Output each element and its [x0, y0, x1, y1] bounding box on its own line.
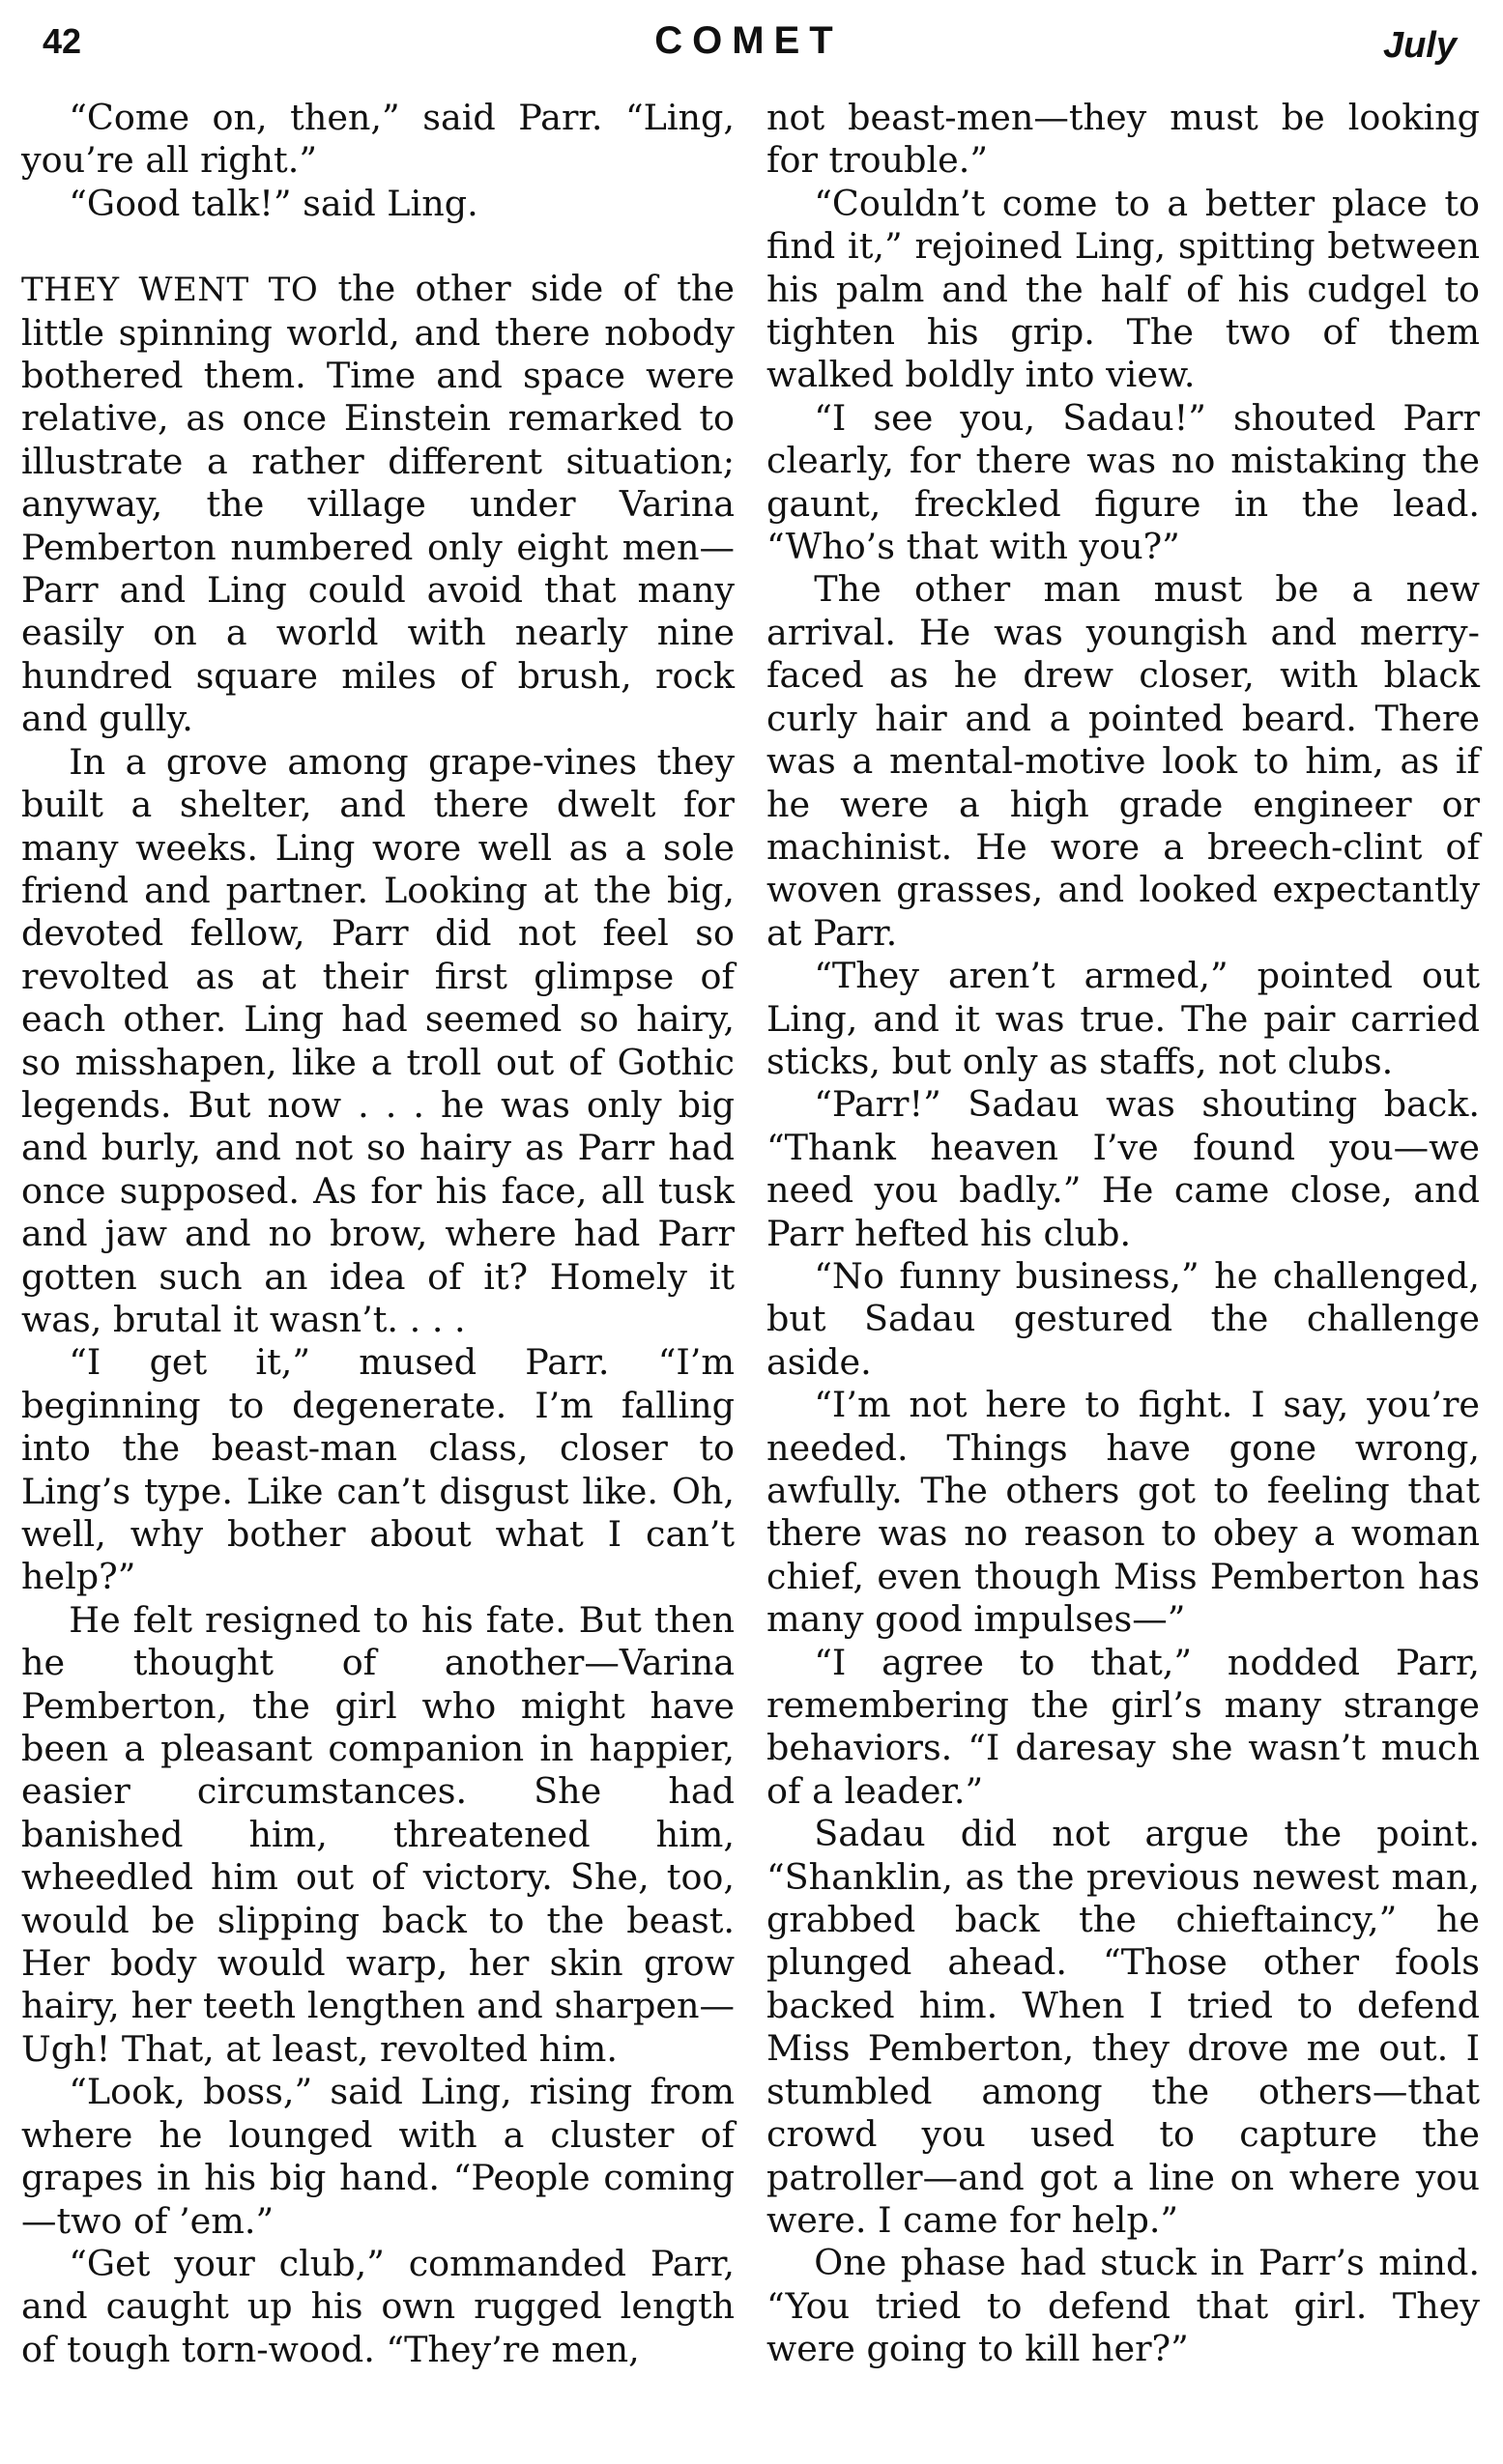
page-header [21, 10, 1476, 77]
paragraph: “They aren’t armed,” pointed out Ling, and it was true. The pair carried sticks, but only as staffs, not clubs. [766, 955, 1480, 1082]
paragraph-continued: not beast-men—they must be looking for trouble.” [766, 97, 1480, 182]
paragraph: Sadau did not argue the point. “Shanklin, as the previous newest man, grabbed back the chieftaincy,” he plunged ahead. “Those other fools backed him. When I tried to defend Miss Pemberton, they drove me out. I stumbled among the others—that crowd you used to capture the patroller—and got a line on where you were. I came for help.” [766, 1813, 1480, 2241]
paragraph: “Couldn’t come to a better place to find it,” rejoined Ling, spitting between his palm and the half of his cudgel to tighten his grip. The two of them walked boldly into view. [766, 182, 1480, 396]
paragraph: “Parr!” Sadau was shouting back. “Thank heaven I’ve found you—we need you badly.” He came close, and Parr hefted his club. [766, 1083, 1480, 1254]
section-paragraph [21, 268, 735, 740]
section-lead-in: THEY WENT TO [21, 271, 319, 310]
paragraph: The other man must be a new arrival. He was youngish and merry-faced as he drew closer, with black curly hair and a pointed beard. There was a mental-motive look to him, as if he were a high grade engineer or machinist. He wore a breech-clint of woven grasses, and looked expectantly at Parr. [766, 568, 1480, 954]
paragraph: “I see you, Sadau!” shouted Parr clearly, for there was no mistaking the gaunt, freckled figure in the lead. “Who’s that with you?” [766, 396, 1480, 568]
page-number: 42 [43, 21, 82, 61]
paragraph: “No funny business,” he challenged, but Sadau gestured the challenge aside. [766, 1254, 1480, 1383]
paragraph: In a grove among grape-vines they built a shelter, and there dwelt for many weeks. Ling wore well as a sole friend and partner. Looking at the big, devoted fellow, Parr did not feel so revolted as at their first glimpse of each other. Ling had seemed so hairy, so misshapen, like a troll out of Gothic legends. But now . . . he was only big and burly, and not so hairy as Parr had once supposed. As for his face, all tusk and jaw and no brow, where had Parr gotten such an idea of it? Homely it was, brutal it wasn’t. . . . [21, 740, 735, 1340]
right-column [766, 97, 1480, 2371]
magazine-title: COMET [654, 19, 843, 62]
paragraph-text: the other side of the little spinning world, and there nobody bothered them. Time and space were relative, as once Einstein remarked to illustrate a rather different situation; anyway, the village under Varina Pemberton numbered only eight men—Parr and Ling could avoid that many easily on a world with nearly nine hundred square miles of brush, rock and gully. [21, 268, 735, 740]
paragraph: He felt resigned to his fate. But then he thought of another—Varina Pemberton, the girl who might have been a pleasant companion in happier, easier circumstances. She had banished him, threatened him, wheedled him out of victory. She, too, would be slipping back to the beast. Her body would warp, her skin grow hairy, her teeth lengthen and sharpen—Ugh! That, at least, revolted him. [21, 1598, 735, 2070]
paragraph: “I get it,” mused Parr. “I’m beginning to degenerate. I’m falling into the beast-man class, closer to Ling’s type. Like can’t disgust like. Oh, well, why bother about what I can’t help?” [21, 1341, 735, 1598]
paragraph: “Get your club,” commanded Parr, and caught up his own rugged length of tough torn-wood. “They’re men, [21, 2242, 735, 2370]
paragraph: “I’m not here to fight. I say, you’re needed. Things have gone wrong, awfully. The others got to feeling that there was no reason to obey a woman chief, even though Miss Pemberton has many good impulses—” [766, 1384, 1480, 1641]
paragraph: “I agree to that,” nodded Parr, remembering the girl’s many strange behaviors. “I daresay she wasn’t much of a leader.” [766, 1641, 1480, 1812]
paragraph: “Good talk!” said Ling. [69, 182, 478, 224]
paragraph: One phase had stuck in Parr’s mind. “You tried to defend that girl. They were going to kill her?” [766, 2242, 1480, 2370]
left-column [21, 97, 735, 2371]
paragraph: “Look, boss,” said Ling, rising from where he lounged with a cluster of grapes in his big hand. “People coming—two of ’em.” [21, 2071, 735, 2242]
paragraph: “Come on, then,” said Parr. “Ling, you’re all right.” [21, 97, 735, 182]
issue-month: July [1382, 25, 1457, 66]
